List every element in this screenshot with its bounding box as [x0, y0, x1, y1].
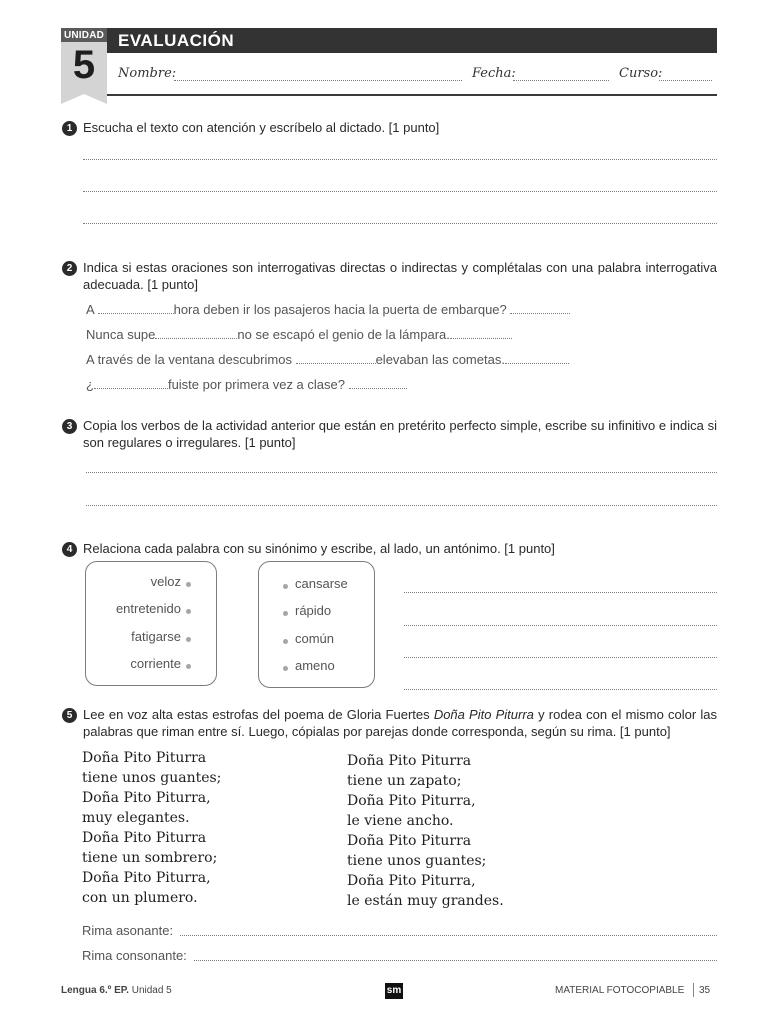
poem-line: le viene ancho.	[347, 813, 454, 829]
poem-line: tiene unos guantes;	[347, 853, 487, 869]
sentence-4-end: fuiste por primera vez a clase?	[167, 377, 345, 392]
poem-line: le están muy grandes.	[347, 893, 504, 909]
exercise-2-number: 2	[62, 261, 77, 276]
poem-line: Doña Pito Piturra,	[347, 873, 476, 889]
connector-dot[interactable]	[283, 666, 288, 671]
footer-course-name: Lengua 6.º EP.	[61, 985, 129, 996]
left-word: fatigarse	[131, 629, 181, 644]
exercise-1-number: 1	[62, 121, 77, 136]
poem-line: Doña Pito Piturra,	[82, 870, 211, 886]
poem-line: Doña Pito Piturra	[347, 753, 472, 769]
name-field[interactable]	[174, 68, 462, 81]
poem-title: Doña Pito Piturra	[433, 707, 534, 722]
poem-line: tiene un zapato;	[347, 773, 462, 789]
connector-dot[interactable]	[186, 582, 191, 587]
right-word: cansarse	[295, 576, 348, 591]
left-word: veloz	[150, 574, 181, 589]
poem-line: Doña Pito Piturra	[347, 833, 472, 849]
sentence-3-start: A través de la ventana descubrimos	[86, 352, 292, 367]
course-field[interactable]	[659, 68, 712, 81]
footer-course	[61, 985, 172, 996]
blank-field[interactable]	[450, 326, 512, 339]
answer-line[interactable]	[86, 504, 717, 506]
publisher-logo: sm	[385, 983, 403, 999]
sentence-4-start: ¿	[86, 377, 94, 392]
connector-dot[interactable]	[186, 664, 191, 669]
exercise-3-instruction: Copia los verbos de la actividad anterior que están en pretérito perfecto simple, escribe su infinitivo e indica si son regulares o irregulares. [1 punto]	[83, 418, 717, 450]
course-label: Curso:	[619, 66, 663, 81]
connector-dot[interactable]	[283, 639, 288, 644]
sentence-1-start: A	[86, 302, 94, 317]
poem-line: tiene unos guantes;	[82, 770, 222, 786]
poem-line: Doña Pito Piturra	[82, 830, 207, 846]
sentence-2-end: no se escapó el genio de la lámpara.	[237, 327, 450, 342]
poem-line: con un plumero.	[82, 890, 198, 906]
rima-asonante-field[interactable]	[180, 934, 717, 936]
right-word: rápido	[295, 603, 332, 618]
rima-consonante-field[interactable]	[194, 959, 717, 961]
antonym-line[interactable]	[404, 656, 717, 658]
left-word: corriente	[130, 656, 181, 671]
exercise-5-instruction	[83, 706, 717, 740]
left-word: entretenido	[115, 601, 181, 616]
right-word: común	[295, 631, 335, 646]
rima-consonante-label: Rima consonante:	[82, 948, 187, 963]
poem-line: muy elegantes.	[82, 810, 190, 826]
blank-field[interactable]	[505, 351, 569, 364]
answer-line[interactable]	[83, 190, 717, 192]
exercise-4-instruction: Relaciona cada palabra con su sinónimo y escribe, al lado, un antónimo. [1 punto]	[83, 541, 555, 556]
poem-stanza-right	[347, 751, 504, 911]
antonym-line[interactable]	[404, 688, 717, 690]
blank-field[interactable]	[510, 301, 570, 314]
poem-line: Doña Pito Piturra,	[347, 793, 476, 809]
answer-line[interactable]	[86, 471, 717, 473]
poem-stanza-left	[82, 748, 221, 908]
exercise-4-number: 4	[62, 542, 77, 557]
instruction-text: Lee en voz alta estas estrofas del poema de Gloria Fuertes	[83, 707, 434, 722]
poem-line: tiene un sombrero;	[82, 850, 218, 866]
sentence-2-start: Nunca supe	[86, 327, 156, 342]
connector-dot[interactable]	[283, 584, 288, 589]
date-label: Fecha:	[472, 66, 516, 81]
poem-line: Doña Pito Piturra	[82, 750, 207, 766]
exercise-3-number: 3	[62, 419, 77, 434]
name-label: Nombre:	[118, 66, 177, 81]
sentence-3	[86, 351, 569, 367]
exercise-1-instruction: Escucha el texto con atención y escríbelo al dictado. [1 punto]	[83, 120, 440, 135]
unit-number: 5	[72, 43, 96, 87]
blank-field[interactable]	[296, 351, 376, 364]
blank-field[interactable]	[349, 376, 407, 389]
exercise-2-instruction: Indica si estas oraciones son interrogativas directas o indirectas y complétalas con una palabra interrogativa adecuada. [1 punto]	[83, 260, 717, 292]
poem-line: Doña Pito Piturra,	[82, 790, 211, 806]
right-word: ameno	[295, 658, 335, 673]
blank-field[interactable]	[98, 301, 174, 314]
page-number: 35	[699, 985, 711, 996]
footer-unit: Unidad 5	[131, 985, 172, 996]
antonym-line[interactable]	[404, 591, 717, 593]
sentence-3-end: elevaban las cometas.	[375, 352, 505, 367]
sentence-4	[86, 376, 407, 392]
instruction-text: y rodea con el mismo color las palabras que riman entre sí. Luego, cópialas por parejas donde corresponda, según su rima. [1 punto]	[83, 707, 717, 739]
connector-dot[interactable]	[283, 611, 288, 616]
sentence-1	[86, 301, 570, 317]
exercise-5-number: 5	[62, 708, 77, 723]
answer-line[interactable]	[83, 222, 717, 224]
rima-asonante-label: Rima asonante:	[82, 923, 174, 938]
blank-field[interactable]	[155, 326, 237, 339]
connector-dot[interactable]	[186, 637, 191, 642]
header-rule	[107, 94, 717, 96]
sentence-2	[86, 326, 512, 342]
sentence-1-end: hora deben ir los pasajeros hacia la puerta de embarque?	[173, 302, 507, 317]
antonym-line[interactable]	[404, 624, 717, 626]
date-field[interactable]	[513, 68, 609, 81]
footer-divider	[693, 983, 694, 997]
blank-field[interactable]	[94, 376, 168, 389]
page-title: EVALUACIÓN	[118, 31, 235, 50]
answer-line[interactable]	[83, 158, 717, 160]
unit-label: UNIDAD	[63, 30, 105, 41]
connector-dot[interactable]	[186, 609, 191, 614]
footer-material: MATERIAL FOTOCOPIABLE	[555, 985, 685, 996]
